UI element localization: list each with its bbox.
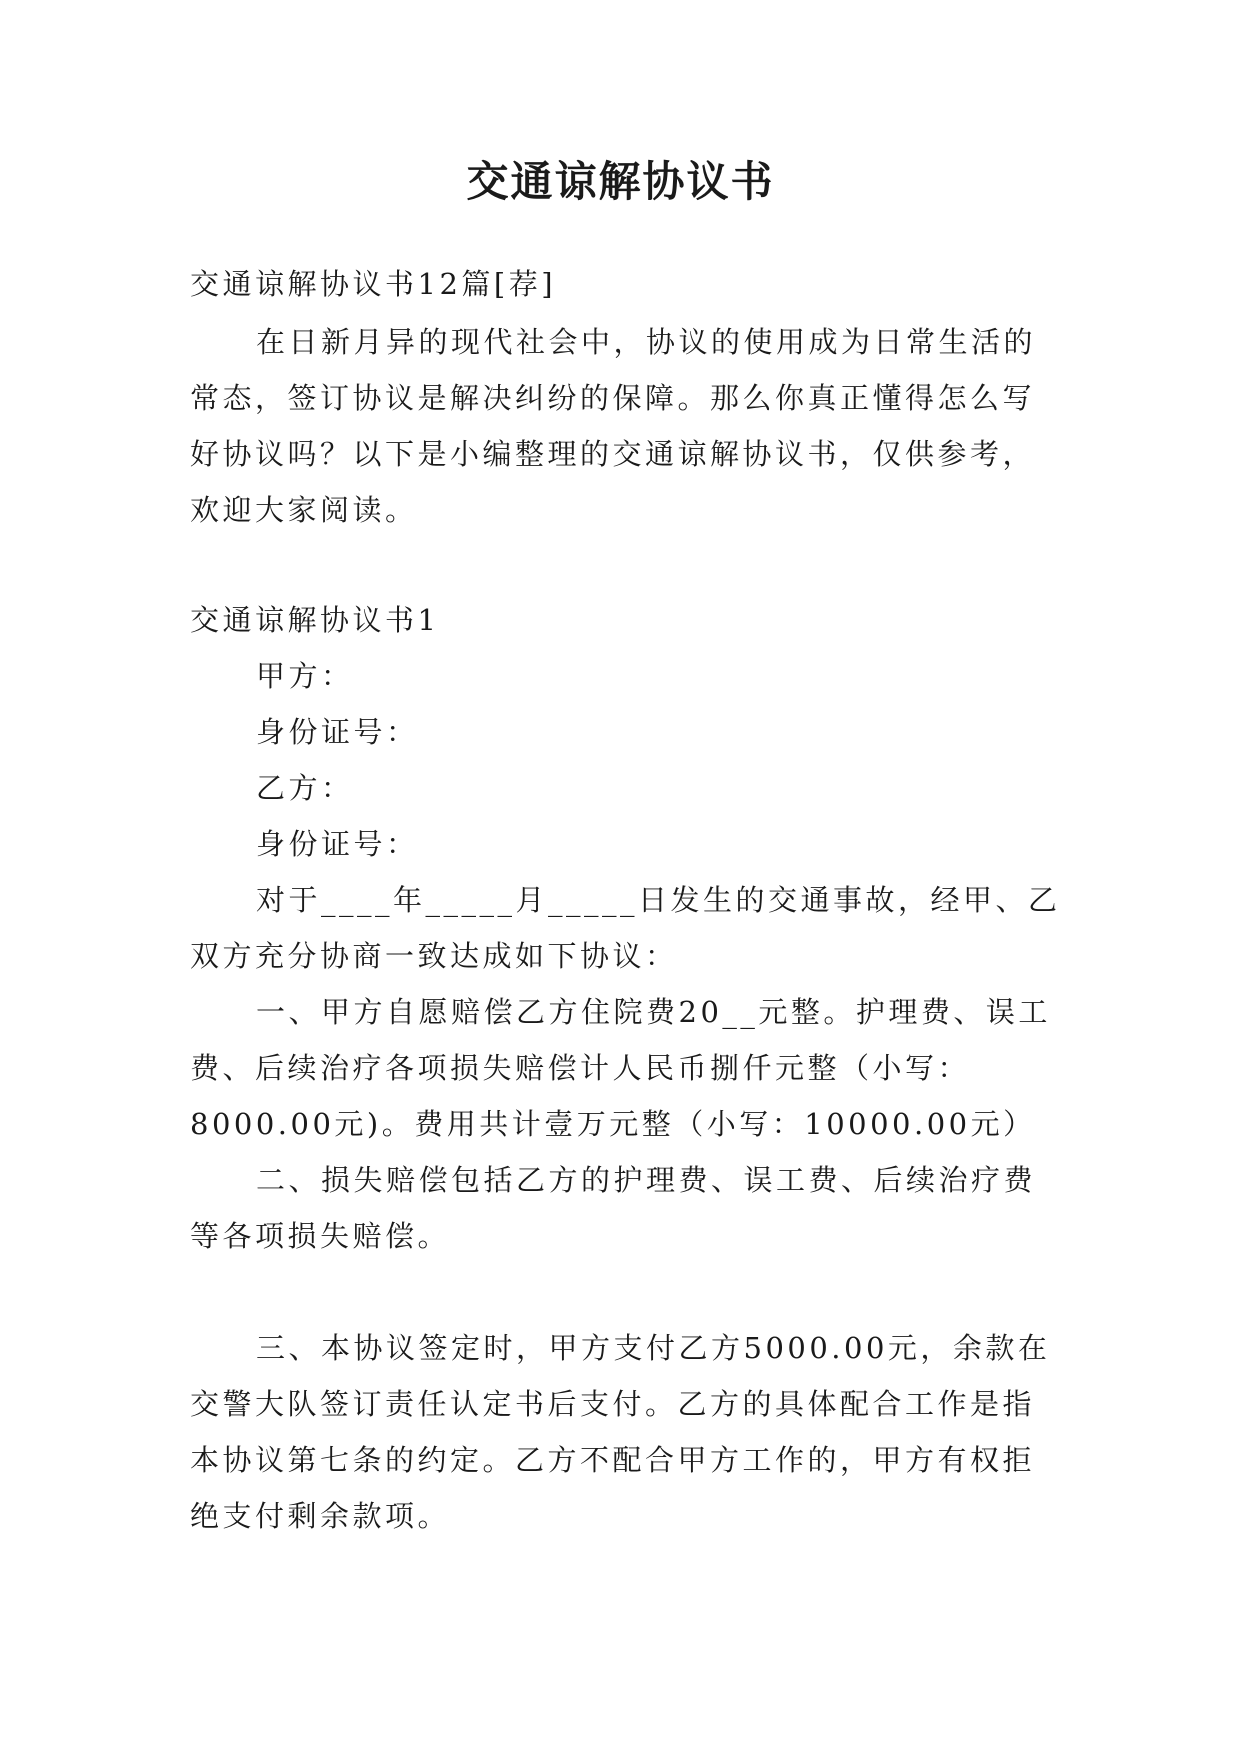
document-title: 交通谅解协议书 <box>466 157 775 206</box>
clause1-line-2: 费、后续治疗各项损失赔偿计人民币捌仟元整（小写： <box>190 1051 971 1085</box>
clause3-line-1: 三、本协议签定时，甲方支付乙方5000.00元，余款在 <box>256 1331 1051 1365</box>
party-b-label: 乙方： <box>256 771 354 805</box>
intro-line-3: 好协议吗？以下是小编整理的交通谅解协议书，仅供参考， <box>190 437 1036 471</box>
accident-line-2: 双方充分协商一致达成如下协议： <box>190 939 678 973</box>
clause1-line-1: 一、甲方自愿赔偿乙方住院费20__元整。护理费、误工 <box>256 995 1051 1029</box>
section-heading: 交通谅解协议书1 <box>190 603 440 637</box>
intro-line-2: 常态，签订协议是解决纠纷的保障。那么你真正懂得怎么写 <box>190 381 1036 415</box>
document-subtitle: 交通谅解协议书12篇[荐] <box>190 267 557 301</box>
clause3-line-4: 绝支付剩余款项。 <box>190 1499 451 1533</box>
clause3-line-2: 交警大队签订责任认定书后支付。乙方的具体配合工作是指 <box>190 1387 1036 1421</box>
party-a-label: 甲方： <box>256 659 354 693</box>
party-a-id-label: 身份证号： <box>256 715 419 749</box>
accident-line-1: 对于____年_____月_____日发生的交通事故，经甲、乙 <box>256 883 1061 917</box>
intro-line-1: 在日新月异的现代社会中，协议的使用成为日常生活的 <box>256 325 1037 359</box>
clause1-line-3: 8000.00元)。费用共计壹万元整（小写：10000.00元） <box>190 1107 1036 1141</box>
party-b-id-label: 身份证号： <box>256 827 419 861</box>
clause2-line-2: 等各项损失赔偿。 <box>190 1219 451 1253</box>
intro-line-4: 欢迎大家阅读。 <box>190 493 418 527</box>
clause2-line-1: 二、损失赔偿包括乙方的护理费、误工费、后续治疗费 <box>256 1163 1037 1197</box>
clause3-line-3: 本协议第七条的约定。乙方不配合甲方工作的，甲方有权拒 <box>190 1443 1036 1477</box>
